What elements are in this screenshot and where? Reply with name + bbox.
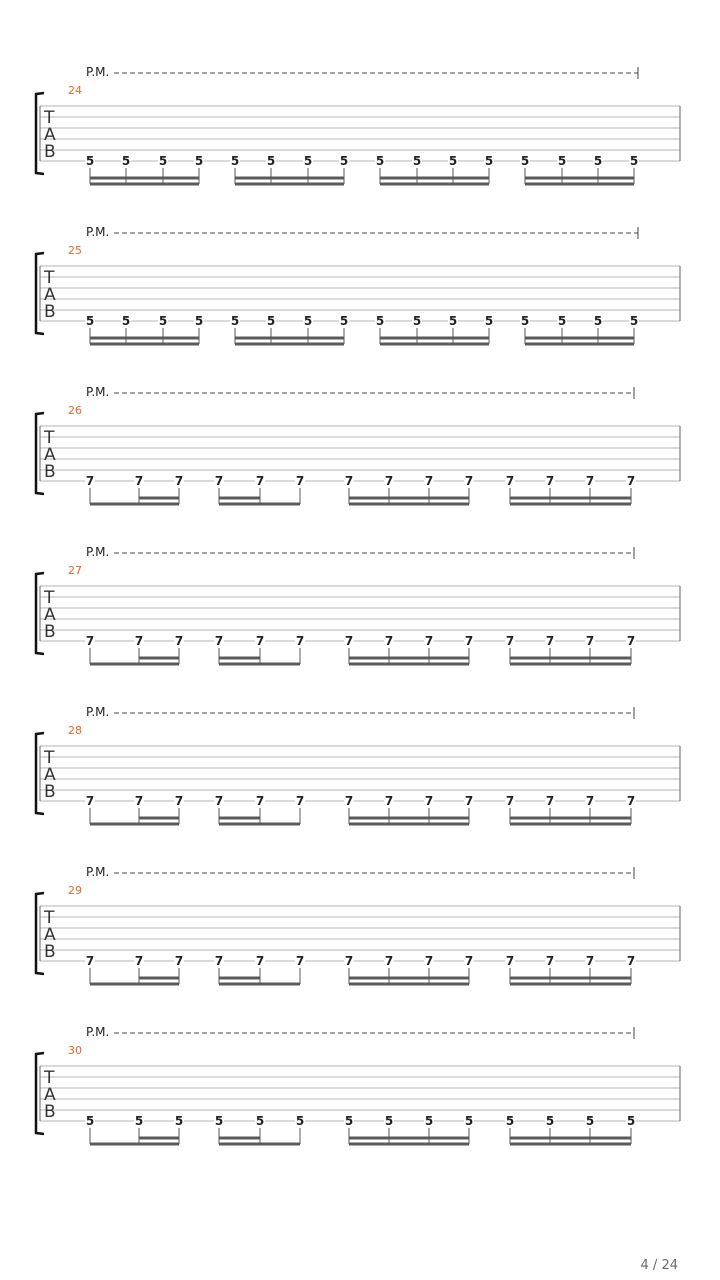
palm-mute-label: P.M. bbox=[86, 385, 110, 399]
tab-clef-letter: B bbox=[44, 302, 56, 322]
fret-number: 7 bbox=[85, 794, 95, 808]
fret-number: 5 bbox=[303, 314, 313, 328]
fret-number: 7 bbox=[545, 474, 555, 488]
fret-number: 7 bbox=[384, 794, 394, 808]
tab-clef-letter: A bbox=[44, 445, 56, 465]
fret-number: 7 bbox=[424, 954, 434, 968]
fret-number: 7 bbox=[344, 634, 354, 648]
fret-number: 7 bbox=[384, 634, 394, 648]
tab-clef-letter: A bbox=[44, 125, 56, 145]
fret-number: 7 bbox=[585, 474, 595, 488]
fret-number: 7 bbox=[134, 474, 144, 488]
fret-number: 5 bbox=[255, 1114, 265, 1128]
fret-number: 5 bbox=[266, 314, 276, 328]
fret-number: 7 bbox=[85, 474, 95, 488]
fret-number: 7 bbox=[344, 474, 354, 488]
fret-number: 7 bbox=[384, 474, 394, 488]
fret-number: 5 bbox=[194, 314, 204, 328]
tab-clef-letter: A bbox=[44, 765, 56, 785]
fret-number: 5 bbox=[557, 314, 567, 328]
fret-number: 5 bbox=[484, 154, 494, 168]
fret-number: 7 bbox=[174, 474, 184, 488]
measure-number: 25 bbox=[68, 244, 82, 257]
fret-number: 5 bbox=[230, 314, 240, 328]
fret-number: 7 bbox=[464, 794, 474, 808]
fret-number: 5 bbox=[158, 314, 168, 328]
fret-number: 5 bbox=[520, 154, 530, 168]
fret-number: 5 bbox=[448, 314, 458, 328]
fret-number: 5 bbox=[85, 154, 95, 168]
palm-mute-label: P.M. bbox=[86, 865, 110, 879]
tab-clef-letter: B bbox=[44, 782, 56, 802]
fret-number: 7 bbox=[255, 474, 265, 488]
fret-number: 7 bbox=[585, 794, 595, 808]
palm-mute-label: P.M. bbox=[86, 225, 110, 239]
fret-number: 5 bbox=[174, 1114, 184, 1128]
fret-number: 5 bbox=[158, 154, 168, 168]
fret-number: 5 bbox=[230, 154, 240, 168]
palm-mute-label: P.M. bbox=[86, 705, 110, 719]
tab-clef-letter: A bbox=[44, 925, 56, 945]
fret-number: 5 bbox=[593, 314, 603, 328]
fret-number: 7 bbox=[295, 954, 305, 968]
page-number: 4 / 24 bbox=[640, 1258, 678, 1273]
fret-number: 7 bbox=[626, 954, 636, 968]
fret-number: 7 bbox=[464, 954, 474, 968]
fret-number: 5 bbox=[375, 154, 385, 168]
fret-number: 5 bbox=[484, 314, 494, 328]
fret-number: 7 bbox=[214, 634, 224, 648]
fret-number: 7 bbox=[464, 474, 474, 488]
fret-number: 5 bbox=[464, 1114, 474, 1128]
fret-number: 7 bbox=[134, 954, 144, 968]
fret-number: 5 bbox=[85, 1114, 95, 1128]
fret-number: 7 bbox=[505, 474, 515, 488]
fret-number: 7 bbox=[134, 634, 144, 648]
fret-number: 5 bbox=[557, 154, 567, 168]
fret-number: 5 bbox=[505, 1114, 515, 1128]
measure-number: 30 bbox=[68, 1044, 82, 1057]
measure-number: 28 bbox=[68, 724, 82, 737]
fret-number: 5 bbox=[344, 1114, 354, 1128]
tab-clef-letter: T bbox=[44, 1068, 55, 1088]
fret-number: 7 bbox=[214, 794, 224, 808]
fret-number: 7 bbox=[585, 634, 595, 648]
fret-number: 7 bbox=[174, 954, 184, 968]
tab-clef-letter: A bbox=[44, 1085, 56, 1105]
fret-number: 7 bbox=[505, 954, 515, 968]
fret-number: 5 bbox=[266, 154, 276, 168]
fret-number: 5 bbox=[339, 314, 349, 328]
fret-number: 7 bbox=[505, 794, 515, 808]
fret-number: 7 bbox=[626, 474, 636, 488]
palm-mute-label: P.M. bbox=[86, 545, 110, 559]
palm-mute-label: P.M. bbox=[86, 65, 110, 79]
fret-number: 7 bbox=[295, 474, 305, 488]
tab-clef-letter: B bbox=[44, 462, 56, 482]
fret-number: 7 bbox=[85, 634, 95, 648]
tab-clef-letter: A bbox=[44, 285, 56, 305]
fret-number: 7 bbox=[174, 634, 184, 648]
fret-number: 5 bbox=[412, 314, 422, 328]
fret-number: 7 bbox=[424, 474, 434, 488]
fret-number: 7 bbox=[214, 474, 224, 488]
fret-number: 7 bbox=[344, 794, 354, 808]
fret-number: 7 bbox=[295, 634, 305, 648]
fret-number: 5 bbox=[520, 314, 530, 328]
fret-number: 7 bbox=[626, 634, 636, 648]
fret-number: 5 bbox=[194, 154, 204, 168]
fret-number: 5 bbox=[303, 154, 313, 168]
measure-number: 29 bbox=[68, 884, 82, 897]
fret-number: 5 bbox=[134, 1114, 144, 1128]
fret-number: 5 bbox=[593, 154, 603, 168]
fret-number: 5 bbox=[629, 314, 639, 328]
fret-number: 7 bbox=[505, 634, 515, 648]
fret-number: 7 bbox=[545, 954, 555, 968]
fret-number: 5 bbox=[545, 1114, 555, 1128]
fret-number: 5 bbox=[339, 154, 349, 168]
fret-number: 7 bbox=[134, 794, 144, 808]
palm-mute-label: P.M. bbox=[86, 1025, 110, 1039]
fret-number: 5 bbox=[384, 1114, 394, 1128]
measure-number: 26 bbox=[68, 404, 82, 417]
fret-number: 5 bbox=[448, 154, 458, 168]
fret-number: 7 bbox=[255, 954, 265, 968]
tab-clef-letter: T bbox=[44, 428, 55, 448]
fret-number: 7 bbox=[464, 634, 474, 648]
fret-number: 7 bbox=[214, 954, 224, 968]
tab-clef-letter: T bbox=[44, 908, 55, 928]
tab-clef-letter: A bbox=[44, 605, 56, 625]
fret-number: 5 bbox=[295, 1114, 305, 1128]
fret-number: 7 bbox=[424, 794, 434, 808]
tab-clef-letter: T bbox=[44, 748, 55, 768]
fret-number: 7 bbox=[174, 794, 184, 808]
fret-number: 5 bbox=[375, 314, 385, 328]
fret-number: 5 bbox=[121, 154, 131, 168]
fret-number: 5 bbox=[424, 1114, 434, 1128]
fret-number: 5 bbox=[121, 314, 131, 328]
fret-number: 5 bbox=[585, 1114, 595, 1128]
tab-clef-letter: T bbox=[44, 588, 55, 608]
fret-number: 7 bbox=[545, 634, 555, 648]
fret-number: 5 bbox=[85, 314, 95, 328]
fret-number: 7 bbox=[255, 634, 265, 648]
fret-number: 7 bbox=[344, 954, 354, 968]
tab-clef-letter: T bbox=[44, 108, 55, 128]
fret-number: 7 bbox=[85, 954, 95, 968]
fret-number: 7 bbox=[384, 954, 394, 968]
fret-number: 7 bbox=[255, 794, 265, 808]
fret-number: 5 bbox=[629, 154, 639, 168]
tab-clef-letter: B bbox=[44, 142, 56, 162]
fret-number: 5 bbox=[626, 1114, 636, 1128]
fret-number: 7 bbox=[424, 634, 434, 648]
measure-number: 24 bbox=[68, 84, 82, 97]
fret-number: 5 bbox=[412, 154, 422, 168]
fret-number: 7 bbox=[626, 794, 636, 808]
tab-clef-letter: B bbox=[44, 942, 56, 962]
tab-clef-letter: B bbox=[44, 1102, 56, 1122]
fret-number: 7 bbox=[545, 794, 555, 808]
fret-number: 7 bbox=[295, 794, 305, 808]
fret-number: 5 bbox=[214, 1114, 224, 1128]
tab-clef-letter: B bbox=[44, 622, 56, 642]
measure-number: 27 bbox=[68, 564, 82, 577]
fret-number: 7 bbox=[585, 954, 595, 968]
tab-clef-letter: T bbox=[44, 268, 55, 288]
